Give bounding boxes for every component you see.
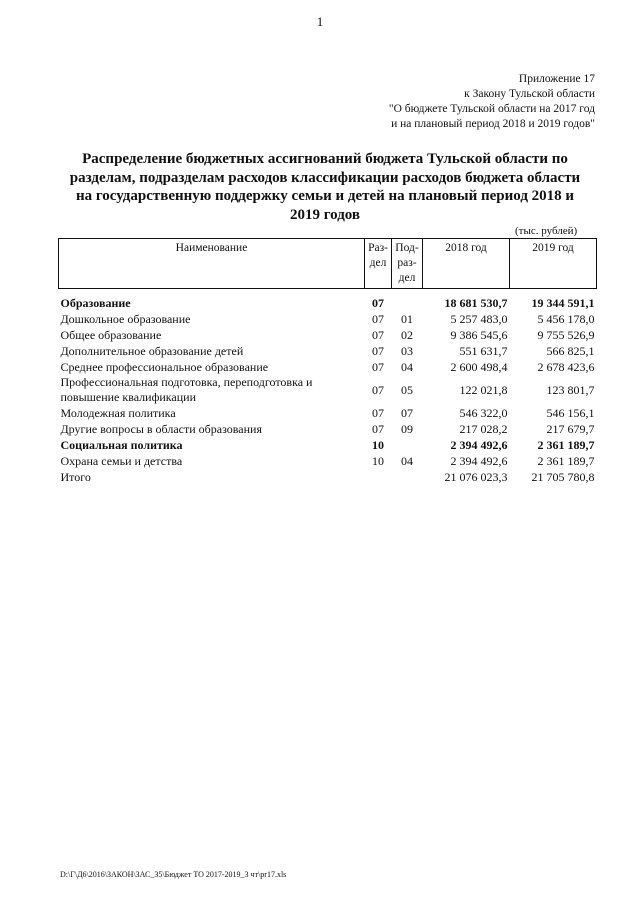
cell-2018: 122 021,8 xyxy=(459,383,508,397)
total-2018: 21 076 023,3 xyxy=(444,470,508,484)
appendix-line: "О бюджете Тульской области на 2017 год xyxy=(388,103,595,115)
table-header-row xyxy=(59,239,597,289)
cell-2019: 2 361 189,7 xyxy=(537,454,595,468)
cell-subsection: 07 xyxy=(401,406,413,420)
cell-name: Молодежная политика xyxy=(60,406,176,420)
table-row xyxy=(59,421,597,437)
cell-name: Другие вопросы в области образования xyxy=(60,422,262,436)
cell-2019: 546 156,1 xyxy=(546,406,595,420)
cell-name: Общее образование xyxy=(60,328,162,342)
cell-2018: 5 257 483,0 xyxy=(450,312,508,326)
table-row xyxy=(59,405,597,421)
cell-subsection xyxy=(392,295,423,311)
table-row xyxy=(59,359,597,375)
cell-2019: 2 361 189,7 xyxy=(537,438,595,452)
cell-subsection: 04 xyxy=(401,360,413,374)
cell-subsection xyxy=(392,437,423,453)
cell-2018: 2 600 498,4 xyxy=(450,360,508,374)
table-row xyxy=(59,375,597,405)
file-path-footer: D:\Г\Д6\2016\ЗАКОН\ЗАС_35\Бюджет ТО 2017-2019_3 чт\pr17.xls xyxy=(60,870,287,879)
header-2019: 2019 год xyxy=(510,239,597,289)
cell-subsection: 02 xyxy=(401,328,413,342)
table-row xyxy=(59,295,597,311)
cell-section: 07 xyxy=(372,422,384,436)
cell-2019: 217 679,7 xyxy=(546,422,595,436)
cell-2019: 566 825,1 xyxy=(546,344,595,358)
cell-2018: 18 681 530,7 xyxy=(444,296,508,310)
header-name: Наименование xyxy=(59,239,365,289)
cell-2019: 123 801,7 xyxy=(546,383,595,397)
cell-subsection: 01 xyxy=(401,312,413,326)
table-row xyxy=(59,327,597,343)
cell-section: 07 xyxy=(372,360,384,374)
cell-subsection: 04 xyxy=(401,454,413,468)
cell-section: 07 xyxy=(372,328,384,342)
table-row xyxy=(59,453,597,469)
cell-2019: 19 344 591,1 xyxy=(531,296,595,310)
total-row xyxy=(59,469,597,485)
cell-2018: 546 322,0 xyxy=(459,406,508,420)
cell-name: Профессиональная подготовка, переподготовка и повышение квалификации xyxy=(60,375,313,404)
cell-2018: 551 631,7 xyxy=(459,344,508,358)
total-label: Итого xyxy=(60,470,91,484)
total-2019: 21 705 780,8 xyxy=(531,470,595,484)
cell-name: Социальная политика xyxy=(60,438,183,452)
appendix-line: и на плановый период 2018 и 2019 годов" xyxy=(391,118,595,130)
cell-2018: 9 386 545,6 xyxy=(450,328,508,342)
appendix-note xyxy=(335,72,595,132)
page-number: 1 xyxy=(316,14,324,29)
cell-section: 10 xyxy=(372,454,384,468)
cell-section: 07 xyxy=(372,406,384,420)
cell-subsection: 09 xyxy=(401,422,413,436)
cell-2019: 2 678 423,6 xyxy=(537,360,595,374)
cell-name: Охрана семьи и детства xyxy=(60,454,183,468)
header-2018: 2018 год xyxy=(423,239,510,289)
appendix-line: Приложение 17 xyxy=(518,73,595,85)
cell-name: Дополнительное образование детей xyxy=(60,344,244,358)
appendix-line: к Закону Тульской области xyxy=(464,88,595,100)
table-row xyxy=(59,437,597,453)
cell-2018: 2 394 492,6 xyxy=(450,454,508,468)
document-title: Распределение бюджетных ассигнований бюджета Тульской области по разделам, подразделам расходов классификации расходов бюджета области на государственную поддержку семьи и детей на плановый период 2018 и 2019 годов xyxy=(69,151,581,223)
cell-2018: 2 394 492,6 xyxy=(450,438,508,452)
cell-section: 07 xyxy=(372,296,384,310)
cell-section: 07 xyxy=(372,344,384,358)
header-subsection: Под-раз-дел xyxy=(392,239,423,289)
cell-section: 07 xyxy=(372,312,384,326)
cell-2019: 9 755 526,9 xyxy=(537,328,595,342)
cell-name: Образование xyxy=(60,296,131,310)
cell-section: 07 xyxy=(372,383,384,397)
header-section: Раз-дел xyxy=(365,239,392,289)
cell-2018: 217 028,2 xyxy=(459,422,508,436)
cell-name: Дошкольное образование xyxy=(60,312,191,326)
table-row xyxy=(59,311,597,327)
cell-subsection: 05 xyxy=(401,383,413,397)
table-row xyxy=(59,343,597,359)
cell-section: 10 xyxy=(372,438,384,452)
cell-subsection: 03 xyxy=(401,344,413,358)
units-label: (тыс. рублей) xyxy=(515,225,578,237)
budget-table xyxy=(58,238,597,485)
cell-2019: 5 456 178,0 xyxy=(537,312,595,326)
cell-name: Среднее профессиональное образование xyxy=(60,360,269,374)
